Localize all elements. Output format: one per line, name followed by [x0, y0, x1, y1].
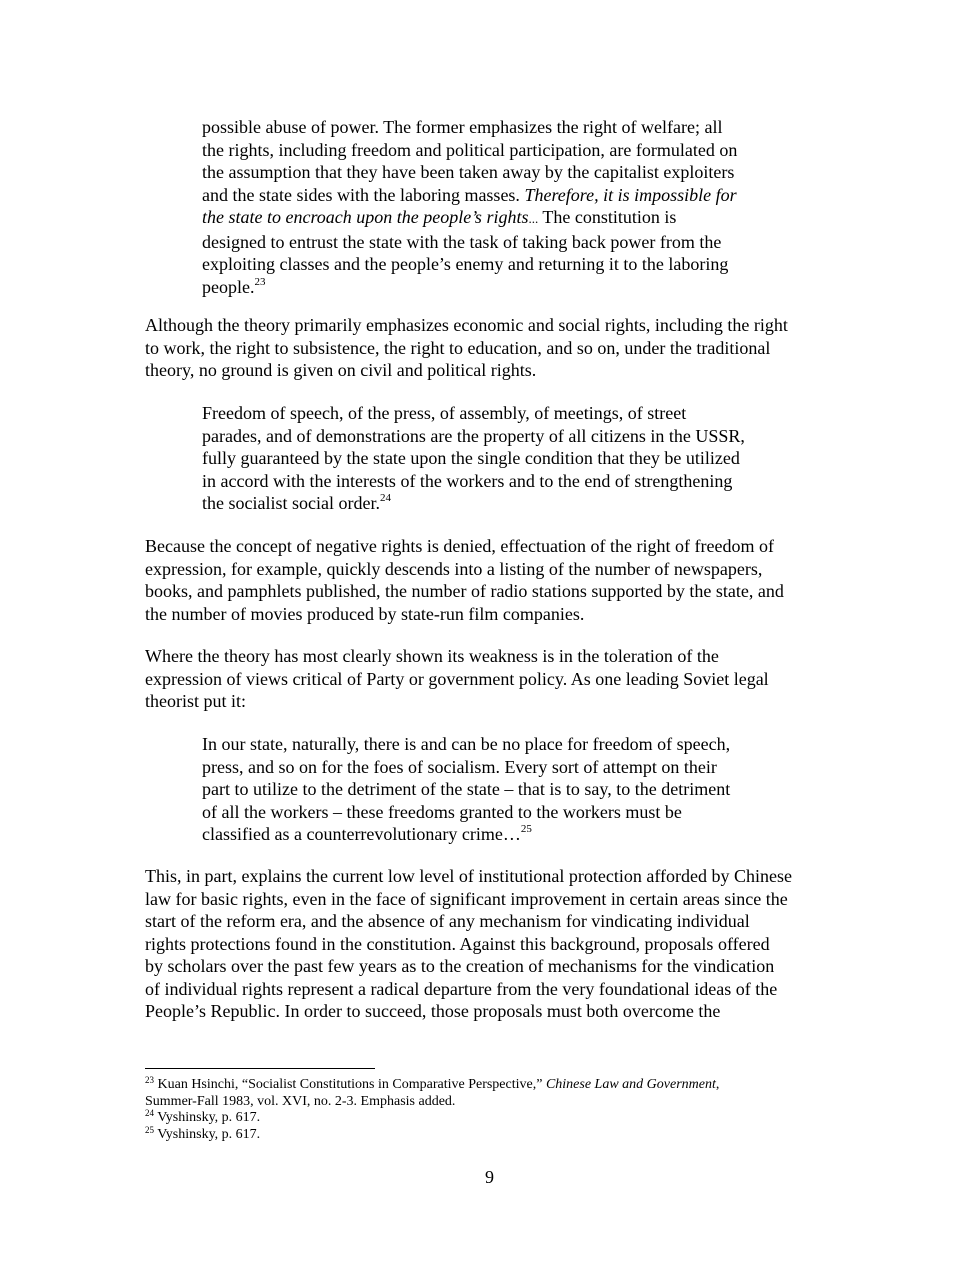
footnote-number: 23	[145, 1075, 154, 1085]
footnote-number: 25	[145, 1124, 154, 1135]
emphasis-text: the state to encroach upon the people’s rights	[202, 207, 529, 227]
footnote-24	[145, 1110, 845, 1127]
paragraph-line: expression of views critical of Party or government policy. As one leading Soviet legal	[145, 668, 769, 689]
quote-line	[202, 492, 802, 515]
paragraph-line: start of the reform era, and the absence of any mechanism for vindicating individual	[145, 911, 750, 931]
paragraph-line: This, in part, explains the current low level of institutional protection afforded by Chinese	[145, 866, 793, 886]
block-quote-2	[202, 402, 802, 515]
paragraph-line: Because the concept of negative rights is denied, effectuation of the right of freedom of	[145, 536, 774, 556]
quote-line: In our state, naturally, there is and can be no place for freedom of speech,	[202, 734, 731, 754]
quote-text: classified as a counterrevolutionary crime…	[202, 824, 521, 844]
block-quote-1	[202, 116, 802, 298]
paragraph-3	[145, 645, 845, 713]
paragraph-line: law for basic rights, even in the face of significant improvement in certain areas since the	[145, 888, 788, 909]
footnote-number: 24	[145, 1108, 154, 1118]
footnote-text: Vyshinsky, p. 617.	[157, 1126, 261, 1142]
paragraph-2	[145, 535, 845, 625]
paragraph-line: People’s Republic. In order to succeed, those proposals must both overcome the	[145, 1001, 721, 1021]
quote-text: the socialist social order.	[202, 493, 380, 513]
quote-line: in accord with the interests of the workers and to the end of strengthening	[202, 470, 733, 491]
emphasis-text: Therefore, it is impossible for	[524, 184, 737, 205]
paragraph-line: rights protections found in the constitution. Against this background, proposals offered	[145, 933, 770, 954]
footnotes	[145, 1077, 845, 1143]
quote-line: the assumption that they have been taken away by the capitalist exploiters	[202, 162, 735, 182]
quote-line: parades, and of demonstrations are the property of all citizens in the USSR,	[202, 425, 745, 446]
paragraph-line: theory, no ground is given on civil and political rights.	[145, 360, 537, 380]
paragraph-4	[145, 865, 845, 1023]
quote-line	[202, 823, 802, 846]
block-quote-3	[202, 733, 802, 846]
quote-line: the rights, including freedom and political participation, are formulated on	[202, 139, 738, 160]
footnote-separator	[145, 1068, 375, 1069]
quote-text: The constitution is	[538, 207, 677, 227]
quote-line	[202, 276, 802, 299]
quote-text: people.	[202, 276, 255, 297]
quote-line: part to utilize to the detriment of the state – that is to say, to the detriment	[202, 779, 731, 799]
paragraph-line: to work, the right to subsistence, the right to education, and so on, under the traditional	[145, 337, 771, 358]
footnote-ref: 25	[520, 823, 532, 835]
footnote-text: Kuan Hsinchi, “Socialist Constitutions in Comparative Perspective,”	[157, 1077, 546, 1092]
quote-line	[202, 184, 802, 207]
paragraph-line: of individual rights represent a radical departure from the very foundational ideas of the	[145, 978, 778, 999]
footnote-23-continued: Summer-Fall 1983, vol. XVI, no. 2-3. Emphasis added.	[145, 1093, 456, 1109]
quote-line: exploiting classes and the people’s enemy and returning it to the laboring	[202, 254, 729, 274]
footnote-text: ,	[715, 1077, 720, 1092]
footnote-23	[145, 1077, 845, 1094]
quote-line: Freedom of speech, of the press, of assembly, of meetings, of street	[202, 403, 687, 423]
paragraph-line: books, and pamphlets published, the number of radio stations supported by the state, and	[145, 581, 784, 601]
paragraph-line: Where the theory has most clearly shown its weakness is in the toleration of the	[145, 646, 719, 666]
quote-line: designed to entrust the state with the task of taking back power from the	[202, 231, 722, 252]
footnote-ref: 24	[379, 492, 391, 504]
paragraph-line: by scholars over the past few years as to the creation of mechanisms for the vindication	[145, 956, 775, 976]
paragraph-line: expression, for example, quickly descends into a listing of the number of newspapers,	[145, 558, 763, 579]
quote-line: of all the workers – these freedoms granted to the workers must be	[202, 801, 682, 822]
footnote-text: Vyshinsky, p. 617.	[157, 1110, 261, 1125]
paragraph-1	[145, 314, 845, 382]
quote-line: press, and so on for the foes of socialism. Every sort of attempt on their	[202, 756, 717, 777]
ellipsis: ...	[528, 211, 539, 226]
paragraph-line: Although the theory primarily emphasizes economic and social rights, including the right	[145, 315, 788, 335]
paragraph-line: the number of movies produced by state-run film companies.	[145, 603, 585, 624]
footnote-title: Chinese Law and Government	[545, 1077, 716, 1092]
page-number: 9	[485, 1167, 494, 1187]
paragraph-line: theorist put it:	[145, 691, 246, 711]
quote-line	[202, 206, 802, 231]
footnote-25	[145, 1124, 845, 1144]
quote-line: possible abuse of power. The former emphasizes the right of welfare; all	[202, 117, 723, 137]
quote-text: and the state sides with the laboring masses.	[202, 184, 525, 205]
footnote-ref: 23	[254, 275, 266, 288]
quote-line: fully guaranteed by the state upon the single condition that they be utilized	[202, 448, 740, 468]
